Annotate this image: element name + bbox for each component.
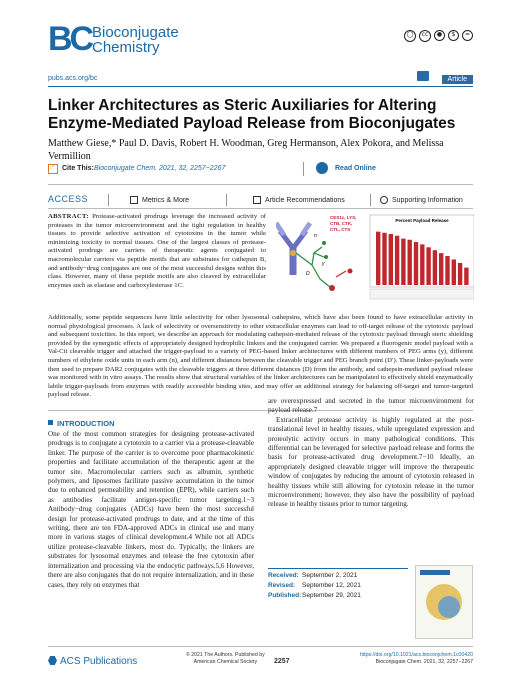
toc-enzyme-label-3: CTL, CTS bbox=[330, 227, 351, 232]
recommendations-link[interactable] bbox=[253, 196, 345, 204]
doi-block bbox=[360, 652, 473, 665]
toc-enzyme-label-2: CTB, CTK, bbox=[330, 221, 353, 226]
cite-rule bbox=[48, 184, 473, 185]
cover-art-inner bbox=[438, 596, 460, 618]
article-title: Linker Architectures as Steric Auxiliaries for Altering Enzyme-Mediated Payload Release from Bioconjugates bbox=[48, 97, 456, 132]
dates-rule bbox=[268, 568, 408, 569]
cite-label: Cite This: bbox=[62, 165, 94, 172]
access-label: ACCESS bbox=[48, 194, 89, 204]
cc-icon: cc bbox=[419, 30, 431, 42]
published-row bbox=[268, 591, 408, 601]
page-footer bbox=[48, 652, 473, 676]
received-date: September 2, 2021 bbox=[302, 572, 358, 579]
journal-name-line2: Chemistry bbox=[92, 39, 160, 56]
toc-enzyme-label-1: CES1c, LYS, bbox=[330, 215, 357, 220]
history-dates bbox=[268, 568, 408, 601]
revised-row bbox=[268, 581, 408, 591]
nd-icon: = bbox=[462, 30, 473, 41]
copyright-line2: American Chemical Society bbox=[193, 658, 258, 665]
metrics-label: Metrics & More bbox=[142, 196, 190, 204]
access-rule bbox=[48, 208, 473, 209]
citation-link[interactable]: Bioconjugate Chem. 2021, 32, 2257−2267 bbox=[94, 165, 226, 172]
license-badges[interactable] bbox=[404, 30, 473, 42]
introduction-heading-text: INTRODUCTION bbox=[57, 419, 115, 428]
revised-label: Revised: bbox=[268, 582, 296, 589]
toc-chart-title: Percent Payload Release bbox=[395, 218, 449, 223]
document-icon bbox=[253, 196, 261, 204]
acs-hex-icon bbox=[48, 656, 57, 665]
intro-right-p2: Extracellular protease activity is highly regulated at the post-translational level in healthy tissues, while upregulated expression and proteolytic activity occurs in many pathological conditions. This differential can be leveraged for selective payload release and forms the basis for protease-activated drug development.7−10 Ideally, an appropriately designed cleavable trigger will improve the therapeutic window of conjugates by reducing the amount of cytotoxin released in healthy tissues while still allowing for cytotoxin release in the tumor microenvironment; however, they also have the possibility of payload release in healthy tissues prior to tumor targeting. bbox=[268, 415, 474, 509]
toc-y-label: y bbox=[322, 261, 325, 267]
acs-publications-text: ACS Publications bbox=[60, 656, 138, 667]
acs-publications-logo[interactable] bbox=[48, 656, 137, 667]
toc-n-label: n bbox=[314, 233, 317, 239]
header-rule bbox=[48, 86, 473, 87]
abstract-top bbox=[48, 213, 266, 290]
doi-link[interactable]: https://doi.org/10.1021/acs.bioconjchem.1c00420 bbox=[359, 652, 473, 658]
supporting-info-link[interactable] bbox=[380, 196, 463, 204]
intro-left-column: One of the most common strategies for designing protease-activated prodrugs is to conjugate a cytotoxin to a carrier via a protease-cleavable linker. The purpose of the carrier is to overcome poor pharmacokinetic properties and facilitate accumulation of the therapeutic agent at the tumor site. Macromolecular carriers such as albumin, synthetic polymers, and liposomes facilitate passive accumulation in the tumor due to enhanced permeability and retention (EPR), while carriers such as antibodies facilitate antigen-specific tumor targeting.1−3 Antibody−drug conjugates (ADCs) have been the most successful design for protease-activated prodrugs to date, and at the time of this writing, there are ten FDA-approved ADCs in clinical use and many more in various stages of clinical development.4 While not all ADCs utilize protease-cleavable linkers, most do. Typically, the linkers are substrates for lysosomal enzymes and release the free cytotoxin after internalization and processing via the endocytic pathways.5,6 However, there are also conjugates that do not require internalization, and in these cases, they rely on enzymes that bbox=[48, 430, 254, 589]
access-divider bbox=[226, 194, 227, 206]
open-access-icon: ◯ bbox=[404, 30, 416, 42]
quote-icon: “ bbox=[48, 164, 58, 174]
page-number: 2257 bbox=[274, 658, 290, 665]
cite-row bbox=[48, 164, 473, 178]
abstract-bottom: Additionally, some peptide sequences have little selectivity for other lysosomal cathepsins, which have also been found to have extracellular activity in normal physiological processes. A lack of selectivity or oversensitivity to other extracellular enzymes can lead to off-target release of the cytotoxic payload and subsequent toxicities. In this report, we describe an approach for modulating cathepsin-mediated release of the cytotoxic payload through steric shielding provided by the synergistic effects of appropriately designed hydrophilic linkers and the conjugated carrier. We prepared a fluorogenic model payload with a Val-Cit cleavable trigger and attached the trigger-payload to a variety of PEG-based linker architectures with different numbers of PEG arms (y), different numbers of ethylene oxide units in each arm (n), and different distances between the cleavable trigger and PEG branch point (D′). These linker-payloads were then used to prepare DAR2 conjugates with the cleavable triggers at three different distances (D) from the antibody, and cathepsin-mediated payload release was monitored with in vitro assays. The results show that structural variables of the linker architectures can be manipulated to effectively shield enzymatically labile trigger-payloads from enzymes with readily accessible binding sites, and may offer an additional strategy for balancing off-target and tumor-targeted payload release. bbox=[48, 314, 473, 399]
read-online-icon[interactable] bbox=[316, 162, 328, 174]
journal-cover-thumbnail[interactable] bbox=[415, 565, 473, 639]
received-row bbox=[268, 571, 408, 581]
toc-chart-legend-strip bbox=[370, 289, 474, 299]
published-date: September 29, 2021 bbox=[302, 592, 361, 599]
bar-chart-icon bbox=[130, 196, 138, 204]
metrics-link[interactable] bbox=[130, 196, 189, 204]
journal-name-line1: Bioconjugate bbox=[92, 24, 179, 41]
recommendations-label: Article Recommendations bbox=[265, 196, 345, 204]
journal-name bbox=[92, 25, 179, 55]
abstract-heading: ABSTRACT: bbox=[48, 213, 89, 220]
copyright-line1: © 2021 The Authors. Published by bbox=[186, 652, 265, 658]
journal-url[interactable]: pubs.acs.org/bc bbox=[48, 75, 98, 82]
by-icon: ● bbox=[434, 30, 445, 41]
footer-journal-ref: Bioconjugate Chem. 2021, 32, 2257−2267 bbox=[375, 658, 473, 665]
introduction-heading bbox=[48, 419, 115, 428]
cover-title-bar bbox=[420, 570, 450, 575]
published-label: Published: bbox=[268, 592, 302, 599]
received-label: Received: bbox=[268, 572, 299, 579]
footer-rule bbox=[48, 646, 473, 647]
toc-d-label: D bbox=[306, 271, 310, 277]
supporting-label: Supporting Information bbox=[392, 196, 463, 204]
author-list: Matthew Giese,* Paul D. Davis, Robert H. Woodman, Greg Hermanson, Alex Pokora, and Melissa Vermillion bbox=[48, 138, 444, 162]
access-divider bbox=[370, 194, 371, 206]
intro-right-p1: are overexpressed and secreted in the tumor microenvironment for payload release.7 bbox=[268, 397, 474, 415]
access-divider bbox=[108, 194, 109, 206]
nc-icon: $ bbox=[448, 30, 459, 41]
plus-circle-icon bbox=[380, 196, 388, 204]
cite-divider bbox=[303, 162, 304, 176]
journal-logo[interactable]: BC bbox=[48, 20, 92, 58]
abstract-top-text: Protease-activated prodrugs leverage the increased activity of proteases in the tumor microenvironment and the tight regulation in healthy tissues to provide selective activation of cytotoxins in the tumor while minimizing toxicity to normal tissues. One of the largest classes of protease-activated prodrugs are carriers of therapeutic agents conjugated to macromolecular carriers via peptide motifs that are substrates for cathepsin B, and antibody−drug conjugates are one of the most successful designs within this class. However, many of these peptide motifs are also cleaved by extracellular enzymes such as elastase and carboxylesterase 1C. bbox=[48, 213, 267, 289]
copyright bbox=[186, 652, 265, 665]
article-type-badge: Article bbox=[442, 75, 473, 84]
read-online-link[interactable]: Read Online bbox=[335, 165, 376, 172]
abstract bbox=[48, 213, 473, 290]
journal-header bbox=[48, 22, 473, 72]
article-type-icon bbox=[417, 71, 429, 81]
intro-right-column bbox=[268, 397, 474, 510]
section-square-icon bbox=[48, 420, 53, 425]
revised-date: September 12, 2021 bbox=[302, 582, 361, 589]
access-bar bbox=[48, 194, 473, 208]
